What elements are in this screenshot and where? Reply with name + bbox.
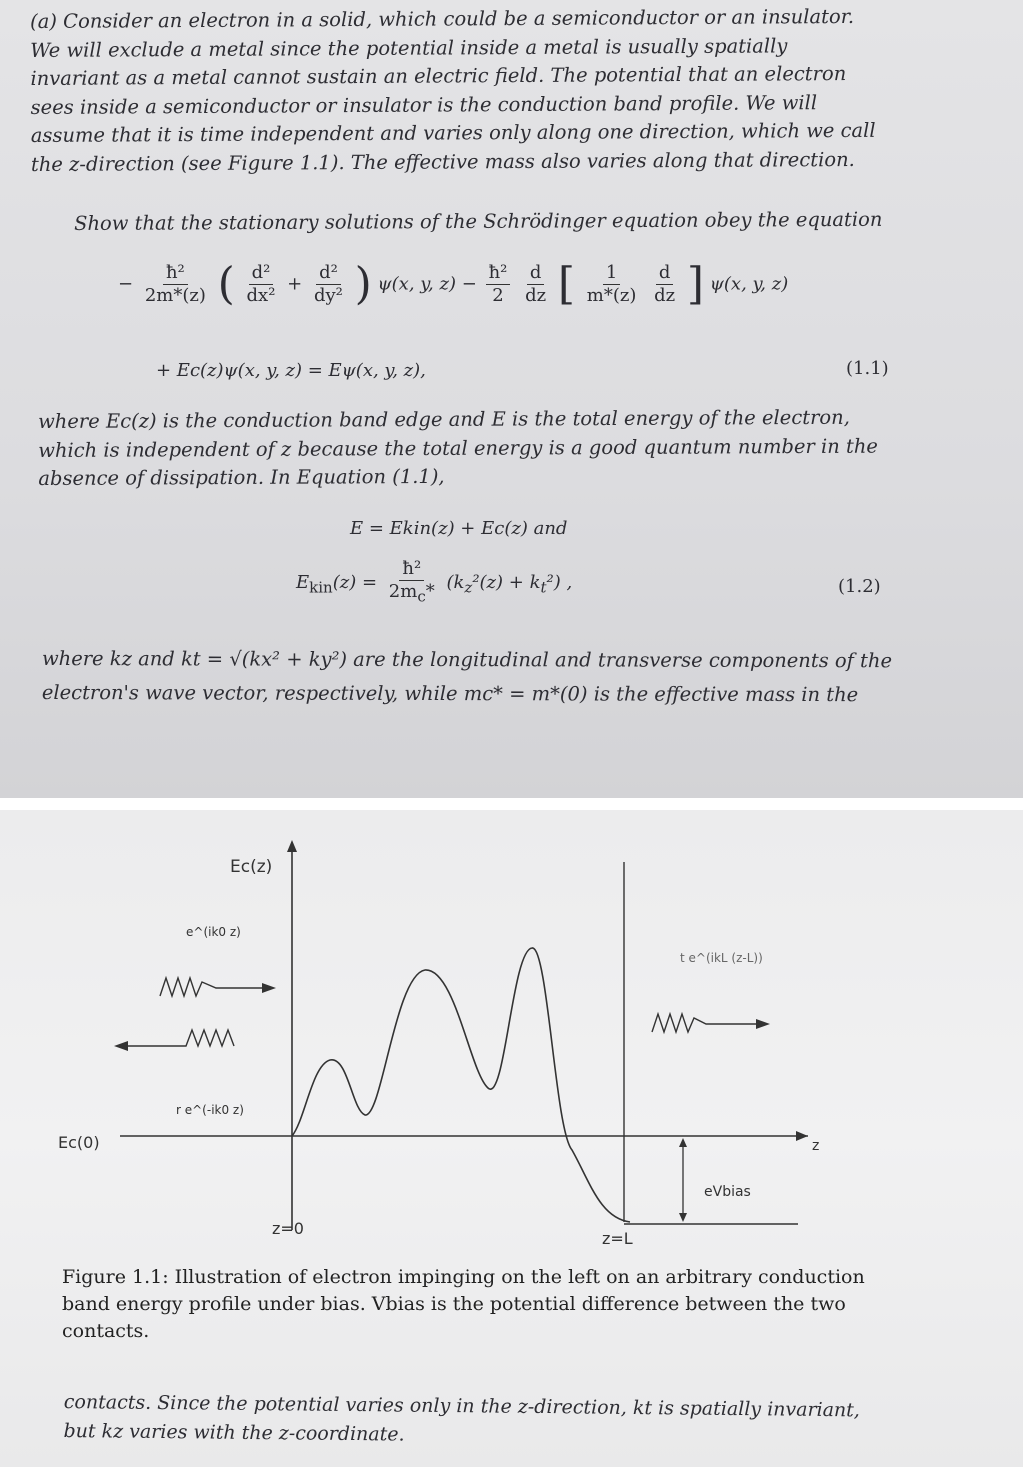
transmitted-wave [652,1014,756,1032]
text-line: We will exclude a metal since the potential inside a metal is usually spatially [30,33,788,62]
equation-1-2-line-2: $E_{kin}(z)$ = $\frac{\text{ħ²}}{2m_c*}$ $(k_z^2(z) + k_t^2)$ , [296,558,573,606]
text-line: contacts. Since the potential varies only in the z-direction, kt is spatially invariant, [63,1390,861,1422]
ev-bias-arrowhead-down [679,1213,687,1222]
energy-axis-arrowhead [287,840,297,852]
label-ec-z: Ec(z) [230,857,273,877]
paragraph-where-ec [38,404,894,494]
text-line: where Ec(z) is the conduction band edge and E is the total energy of the electron, [38,405,850,433]
text-line: which is independent of z because the total energy is a good quantum number in the [38,434,878,462]
conduction-band-profile [292,948,630,1222]
text-line: but kz varies with the z-coordinate. [63,1419,405,1446]
reflected-wave [128,1030,234,1046]
z-axis-arrowhead [796,1131,808,1141]
label-ec-0: Ec(0) [58,1133,100,1152]
paragraph-where-k [41,642,893,712]
paragraph-contacts [63,1388,944,1455]
paragraph-part-a [30,3,903,180]
text-line: sees inside a semiconductor or insulator is the conduction band profile. We will [30,90,818,119]
caption-line: Figure 1.1: Illustration of electron impinging on the left on an arbitrary conduction [62,1266,865,1288]
show-instruction [74,206,882,239]
ev-bias-arrowhead-up [679,1138,687,1147]
incident-wave [160,978,262,996]
label-z-L: z=L [602,1229,633,1248]
label-z-zero: z=0 [272,1219,304,1238]
reflected-wave-arrowhead [114,1041,128,1051]
incident-wave-arrowhead [262,983,276,993]
equation-number-1-2: (1.2) [838,576,881,597]
text-line: invariant as a metal cannot sustain an electric field. The potential that an electron [30,62,847,91]
equation-number-1-1: (1.1) [846,358,889,379]
caption-line: band energy profile under bias. Vbias is the potential difference between the two [62,1293,846,1315]
text-line: absence of dissipation. In Equation (1.1), [38,465,445,491]
label-incident-wave: e^(ik0 z) [186,925,241,939]
label-transmitted-wave: t e^(ikL (z-L)) [680,951,763,965]
label-reflected-wave: r e^(-ik0 z) [176,1103,244,1117]
text-line: (a) Consider an electron in a solid, which could be a semiconductor or an insulator. [30,4,855,33]
label-ev-bias: eVbias [704,1184,751,1200]
equation-1-1-line-2: + Ec(z)ψ(x, y, z) = Eψ(x, y, z), [156,360,426,381]
text-line: Show that the stationary solutions of the Schrödinger equation obey the equation [74,207,883,235]
text-line: electron's wave vector, respectively, while mc* = m*(0) is the effective mass in the [41,680,859,707]
band-profile-figure [0,810,1023,1250]
text-line: the z-direction (see Figure 1.1). The effective mass also varies along that direction. [30,147,855,176]
caption-line: contacts. [62,1320,150,1342]
transmitted-wave-arrowhead [756,1019,770,1029]
equation-1-2-line-1: E = Ekin(z) + Ec(z) and [350,518,568,539]
text-line: assume that it is time independent and varies only along one direction, which we call [30,119,876,148]
text-line: where kz and kt = √(kx² + ky²) are the longitudinal and transverse components of the [41,647,893,673]
equation-1-1-line-1: − $\frac{\text{ħ²}}{2m*(z)}$ ( $\frac{\text{d²}}{\text{dx²}}$ + $\frac{\text{d²}}{\text{dy²}}$ ) ψ(x, y, z) − $\frac{\text{ħ²}}{2}$ $\frac{d}{dz}$ [ $\frac{1}{m*(z)}$ $\frac{d}{dz}$ ] ψ(x, y, z) [118,258,789,310]
figure-caption [62,1264,957,1345]
label-z-axis: z [812,1138,820,1154]
